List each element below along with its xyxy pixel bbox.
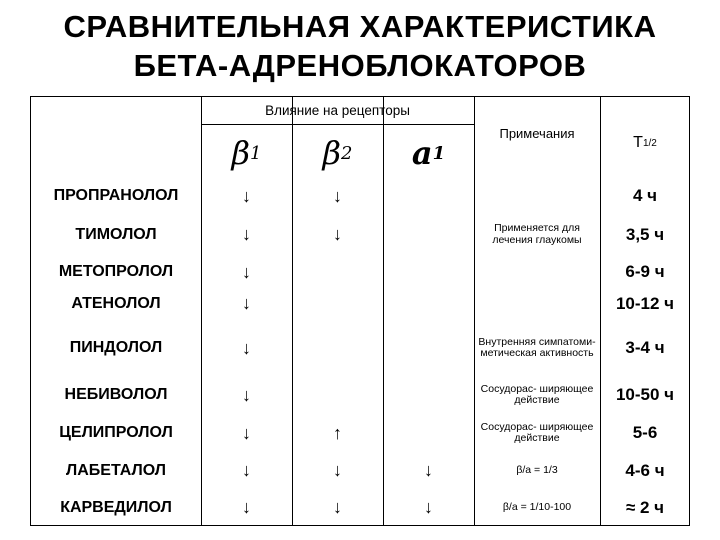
receptor-influence-header: Влияние на рецепторы: [265, 102, 410, 118]
note-text: β/a = 1/10-100: [502, 500, 572, 513]
alpha1-effect: [383, 287, 474, 320]
drug-name: МЕТОПРОЛОЛ: [58, 263, 174, 280]
drug-name: ЛАБЕТАЛОЛ: [66, 461, 166, 479]
beta2-effect: [292, 320, 383, 376]
note-text: Применяется для лечения глаукомы: [492, 222, 582, 246]
alpha1-effect: [383, 414, 474, 452]
notes-header: Примечания: [499, 125, 575, 141]
beta2-effect: ↑: [333, 422, 342, 443]
beta1-effect: ↓: [242, 460, 251, 480]
note-text: [474, 180, 600, 212]
beta2-effect: ↓: [333, 497, 342, 517]
beta1-effect: ↓: [242, 422, 251, 443]
drug-name: ПРОПРАНОЛОЛ: [53, 187, 179, 204]
beta1-effect: ↓: [242, 337, 251, 358]
alpha1-effect: ↓: [424, 497, 433, 517]
drug-name: НЕБИВОЛОЛ: [64, 386, 168, 403]
beta2-effect: [292, 257, 383, 287]
t-half-value: 4-6 ч: [625, 460, 665, 480]
alpha1-effect: [383, 257, 474, 287]
drug-name: АТЕНОЛОЛ: [71, 294, 161, 312]
beta1-effect: ↓: [242, 261, 251, 282]
page-title-line-2: БЕТА-АДРЕНОБЛОКАТОРОВ: [133, 48, 587, 83]
beta1-effect: ↓: [242, 384, 251, 405]
beta2-effect: [292, 376, 383, 414]
note-text: Сосудорас- ширяющее действие: [480, 382, 594, 406]
t-half-value: 5-6: [632, 423, 658, 442]
t-half-header: T 1/2: [633, 134, 657, 151]
drug-name: КАРВЕДИЛОЛ: [60, 498, 172, 516]
drug-name: ТИМОЛОЛ: [75, 225, 157, 243]
t-half-value: ≈ 2 ч: [625, 497, 665, 517]
drug-name: ЦЕЛИПРОЛОЛ: [59, 424, 173, 441]
beta1-effect: ↓: [242, 185, 251, 206]
beta1-header: β 1: [231, 134, 262, 172]
alpha1-effect: [383, 376, 474, 414]
t-half-value: 10-12 ч: [615, 293, 675, 313]
note-text: Сосудорас- ширяющее действие: [480, 420, 594, 444]
alpha1-effect: [383, 180, 474, 212]
note-text: Внутренняя симпатоми- метическая активность: [478, 335, 596, 359]
alpha1-effect: [383, 320, 474, 376]
alpha1-header: a 1: [411, 134, 446, 172]
grid-line: [201, 124, 474, 125]
alpha1-effect: ↓: [424, 460, 433, 480]
t-half-value: 10-50 ч: [615, 385, 675, 404]
beta1-effect: ↓: [242, 224, 251, 244]
t-half-value: 4 ч: [632, 186, 658, 205]
t-half-value: 3,5 ч: [625, 224, 665, 244]
page-title-line-1: СРАВНИТЕЛЬНАЯ ХАРАКТЕРИСТИКА: [63, 9, 657, 44]
note-text: [474, 257, 600, 287]
t-half-value: 6-9 ч: [625, 262, 665, 281]
beta2-effect: ↓: [333, 224, 342, 244]
beta2-effect: [292, 287, 383, 320]
alpha1-effect: [383, 212, 474, 257]
beta1-effect: ↓: [242, 497, 251, 517]
drug-name: ПИНДОЛОЛ: [69, 339, 163, 356]
note-text: [474, 287, 600, 320]
beta2-effect: ↓: [333, 185, 342, 206]
note-text: β/a = 1/3: [516, 463, 558, 476]
beta2-effect: ↓: [333, 460, 342, 480]
t-half-value: 3-4 ч: [625, 338, 665, 357]
beta1-effect: ↓: [242, 293, 251, 313]
beta2-header: β 2: [322, 134, 353, 172]
